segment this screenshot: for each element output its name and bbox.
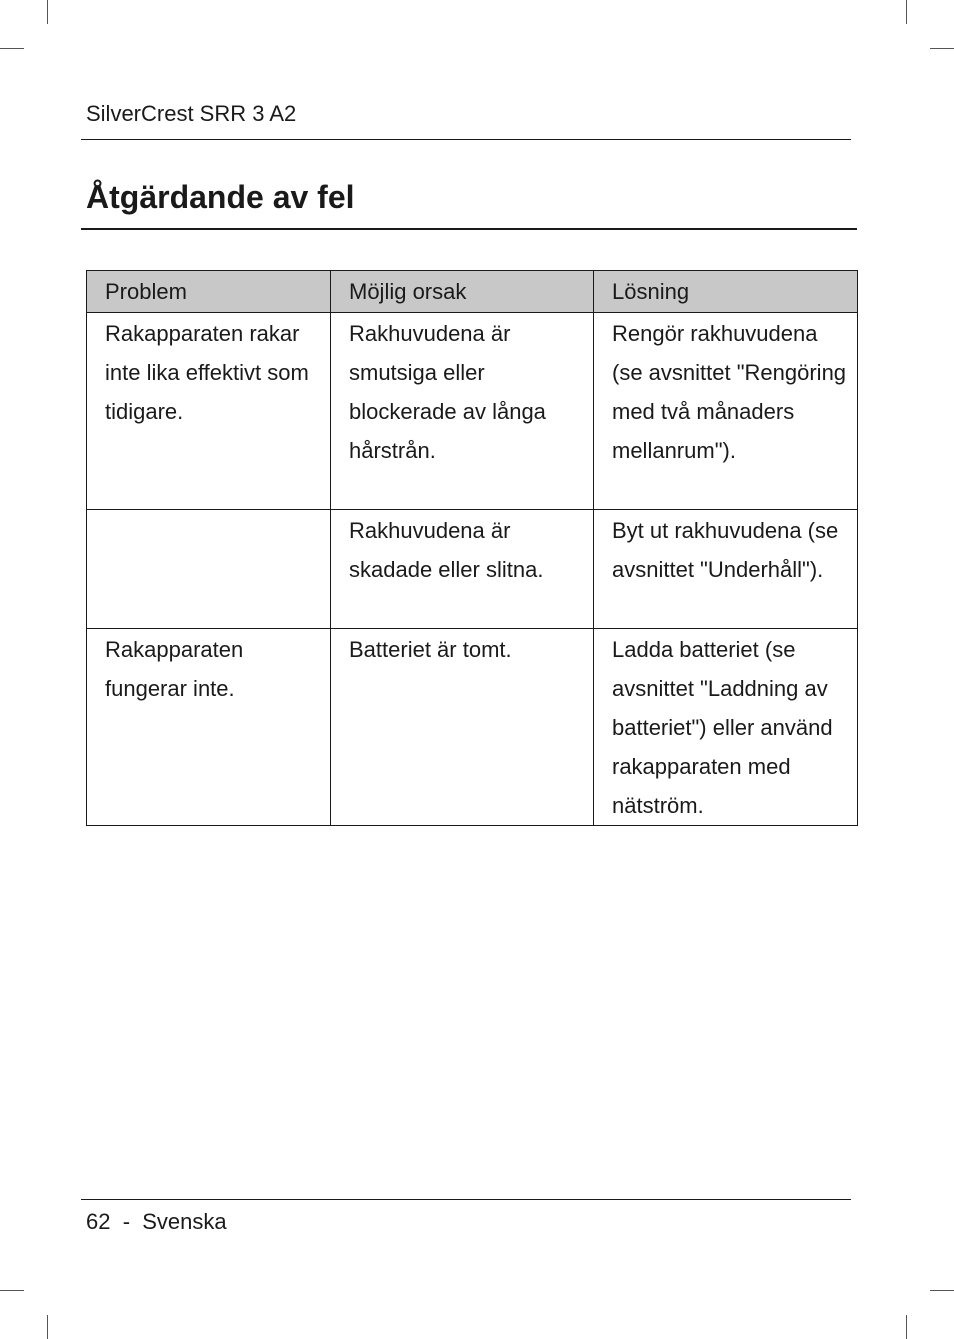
- crop-mark-top-left-h: [0, 48, 24, 49]
- table-header-row: [87, 271, 858, 313]
- problem-cell: Rakapparaten fungerar inte.: [87, 629, 331, 826]
- crop-mark-bottom-right-h: [930, 1290, 954, 1291]
- crop-mark-top-right: [906, 0, 907, 24]
- crop-mark-bottom-left: [47, 1315, 48, 1339]
- table-row: [87, 629, 858, 826]
- header-rule: [81, 139, 851, 140]
- table-row: [87, 510, 858, 629]
- column-header-problem: Problem: [87, 271, 331, 313]
- crop-mark-top-right-h: [930, 48, 954, 49]
- crop-mark-bottom-left-h: [0, 1290, 24, 1291]
- problem-cell: Rakapparaten rakar inte lika effektivt som tidigare.: [87, 313, 331, 510]
- cause-cell: Batteriet är tomt.: [331, 629, 594, 826]
- crop-mark-bottom-right: [906, 1315, 907, 1339]
- cause-cell: Rakhuvudena är smutsiga eller blockerade av långa hårstrån.: [331, 313, 594, 510]
- column-header-solution: Lösning: [594, 271, 858, 313]
- footer-rule: [81, 1199, 851, 1200]
- section-title: Åtgärdande av fel: [86, 179, 355, 215]
- solution-cell: Ladda batteriet (se avsnittet "Laddning av batteriet") eller använd rakapparaten med nätström.: [594, 629, 858, 826]
- solution-cell: Rengör rakhuvudena (se avsnittet "Rengöring med två månaders mellanrum").: [594, 313, 858, 510]
- running-header: SilverCrest SRR 3 A2: [86, 101, 297, 126]
- column-header-cause: Möjlig orsak: [331, 271, 594, 313]
- title-rule: [81, 228, 857, 230]
- solution-cell: Byt ut rakhuvudena (se avsnittet "Underhåll").: [594, 510, 858, 629]
- problem-cell: [87, 510, 331, 629]
- page-footer: 62 - Svenska: [86, 1209, 227, 1234]
- crop-mark-top-left: [47, 0, 48, 24]
- cause-cell: Rakhuvudena är skadade eller slitna.: [331, 510, 594, 629]
- table-row: [87, 313, 858, 510]
- troubleshooting-table: [86, 270, 858, 826]
